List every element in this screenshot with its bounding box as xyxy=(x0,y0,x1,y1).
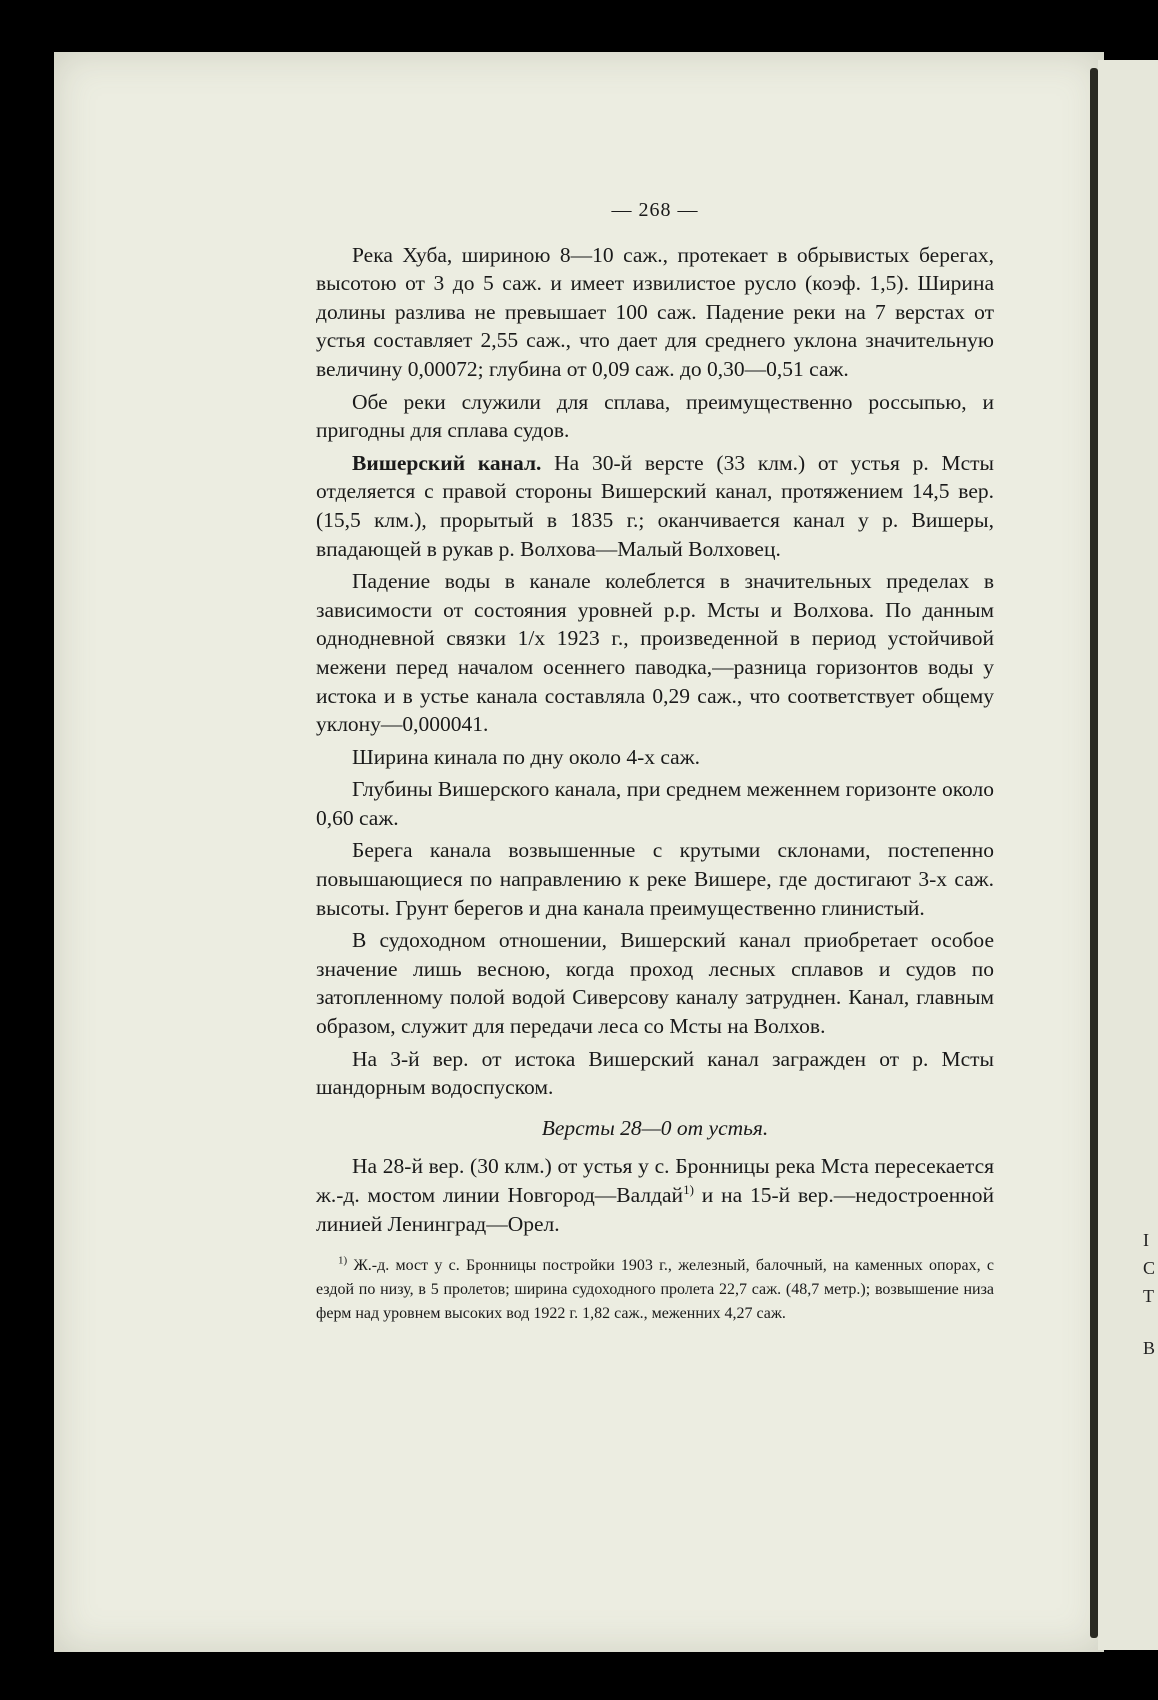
paragraph: На 3-й вер. от истока Вишерский канал загражден от р. Мсты шандорным водоспуском. xyxy=(316,1046,994,1100)
footnote-reference[interactable]: 1) xyxy=(683,1181,694,1197)
paragraph: Падение воды в канале колеблется в значительных пределах в зависимости от состояния уровней р.р. Мсты и Волхова. По данным однодневной связки 1/x 1923 г., произведенной в период устойчивой межени перед началом осеннего паводка,—разница горизонтов воды у истока и в устье канала составляла 0,29 саж., что соответствует общему уклону—0,000041. xyxy=(316,569,994,737)
paragraph xyxy=(316,449,994,563)
paragraph-text: На 28-й вер. (30 клм.) от устья у с. Бронницы река Мста пересекается ж.-д. мостом линии Новгород—Валдай xyxy=(316,1154,994,1207)
paragraph: В судоходном отношении, Вишерский канал приобретает особое значение лишь весною, когда проход лесных сплавов и судов по затопленному полой водой Сиверсову каналу затруднен. Канал, главным образом, служит для передачи леса со Мсты на Волхов. xyxy=(316,928,994,1039)
paragraph xyxy=(316,1152,994,1238)
paragraph-text: и на 15-й вер.—недостроенной линией Ленинград—Орел. xyxy=(316,1183,994,1236)
page-number: — 268 — xyxy=(611,199,699,221)
paragraph: Обе реки служили для сплава, преимущественно россыпью, и пригодны для сплава судов. xyxy=(316,389,994,443)
section-title: Вишерский канал. xyxy=(352,450,542,475)
paragraph-text: На 30-й версте (33 клм.) от устья р. Мсты отделяется с правой стороны Вишерский канал, протяжением 14,5 вер. (15,5 клм.), прорытый в 1835 г.; оканчивается канал у р. Вишеры, впадающей в рукав р. Волхова—Малый Волховец. xyxy=(316,450,994,561)
paragraph: Берега канала возвышенные с крутыми склонами, постепенно повышающиеся по направлению к реке Вишере, где достигают 3-х саж. высоты. Грунт берегов и дна канала преимущественно глинистый. xyxy=(316,838,994,920)
section-heading: Версты 28—0 от устья. xyxy=(541,1115,769,1140)
paragraph: Ширина кинала по дну около 4-х саж. xyxy=(352,744,700,769)
edge-char: В xyxy=(1143,1338,1156,1358)
paragraph: Река Хуба, шириною 8—10 саж., протекает в обрывистых берегах, высотою от 3 до 5 саж. и имеет извилистое русло (коэф. 1,5). Ширина долины разлива не превышает 100 саж. Падение реки на 7 верстах от устья составляет 2,55 саж., что дает для среднего уклона значительную величину 0,00072; глубина от 0,09 саж. до 0,30—0,51 саж. xyxy=(316,242,994,381)
footnote-text: Ж.-д. мост у с. Бронницы постройки 1903 г., железный, балочный, на каменных опорах, с ездой по низу, в 5 пролетов; ширина судоходного пролета 22,7 саж. (48,7 метр.); возвышение низа ферм над уровнем высоких вод 1922 г. 1,82 саж., меженних 4,27 саж. xyxy=(316,1257,994,1323)
next-page-edge xyxy=(1098,60,1158,1650)
paragraph: Глубины Вишерского канала, при среднем меженнем горизонте около 0,60 саж. xyxy=(316,777,994,830)
book-spine xyxy=(1090,68,1098,1638)
edge-char: С xyxy=(1143,1258,1156,1278)
page-content xyxy=(316,196,994,1326)
edge-char: Т xyxy=(1143,1286,1154,1306)
footnote xyxy=(316,1254,994,1326)
edge-char: I xyxy=(1143,1230,1149,1250)
footnote-mark: 1) xyxy=(338,1254,348,1267)
